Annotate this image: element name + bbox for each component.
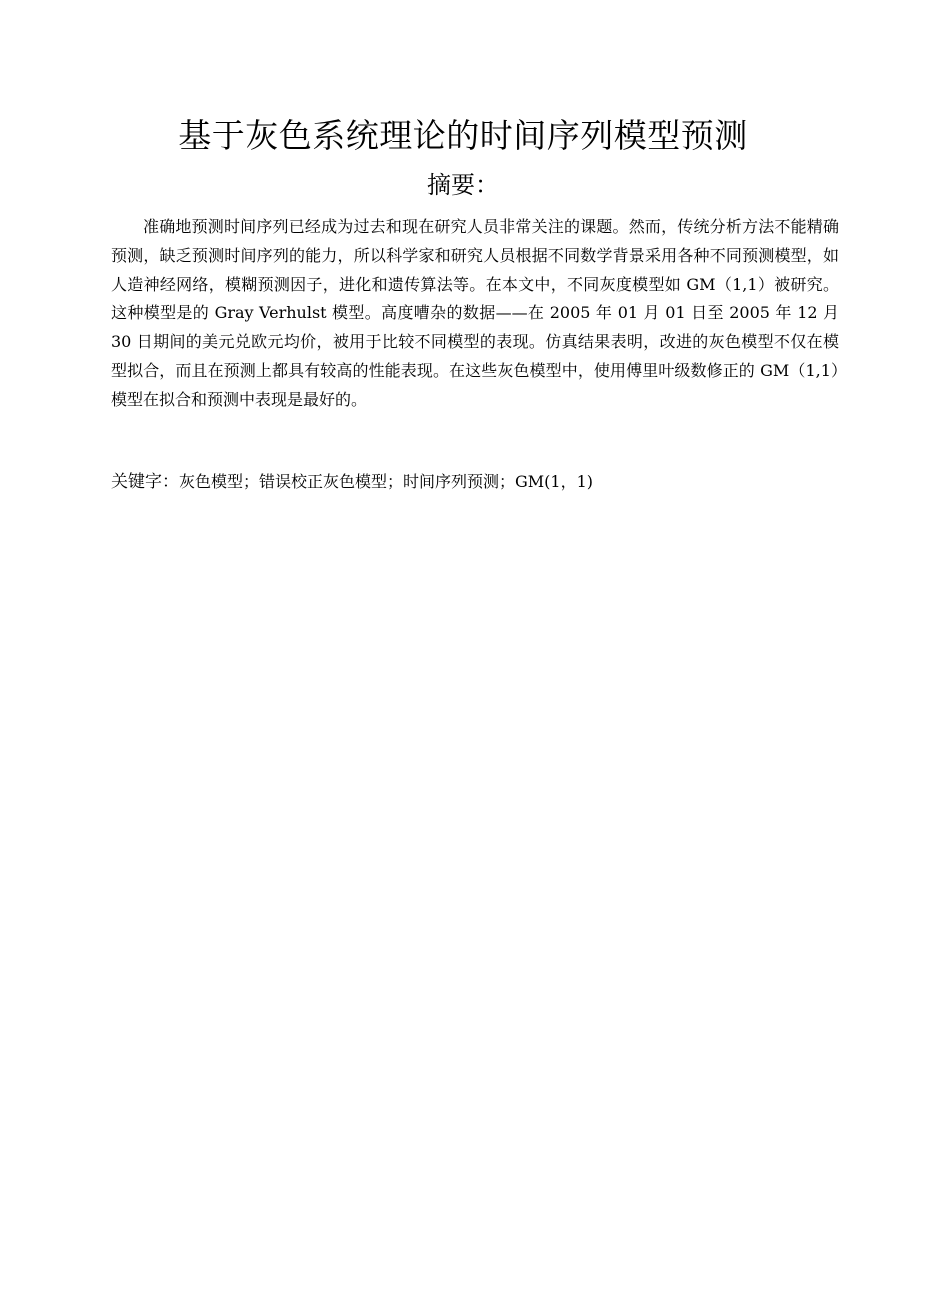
document-title: 基于灰色系统理论的时间序列模型预测 [178,116,748,155]
keywords-line [111,468,839,496]
abstract-heading: 摘要： [427,171,499,199]
keywords-label: 关键字： [111,472,179,492]
abstract-body: 准确地预测时间序列已经成为过去和现在研究人员非常关注的课题。然而，传统分析方法不能精确预测，缺乏预测时间序列的能力，所以科学家和研究人员根据不同数学背景采用各种不同预测模型，如人造神经网络，模糊预测因子，进化和遗传算法等。在本文中，不同灰度模型如 GM（1,1）被研究。这种模型是的 Gray Verhulst 模型。高度嘈杂的数据——在 2005 年 01 月 01 日至 2005 年 12 月 30 日期间的美元兑欧元均价，被用于比较不同模型的表现。仿真结果表明，改进的灰色模型不仅在模型拟合，而且在预测上都具有较高的性能表现。在这些灰色模型中，使用傅里叶级数修正的 GM（1,1）模型在拟合和预测中表现是最好的。 [111,217,839,409]
keywords-text: 灰色模型；错误校正灰色模型；时间序列预测；GM(1，1) [179,472,594,491]
